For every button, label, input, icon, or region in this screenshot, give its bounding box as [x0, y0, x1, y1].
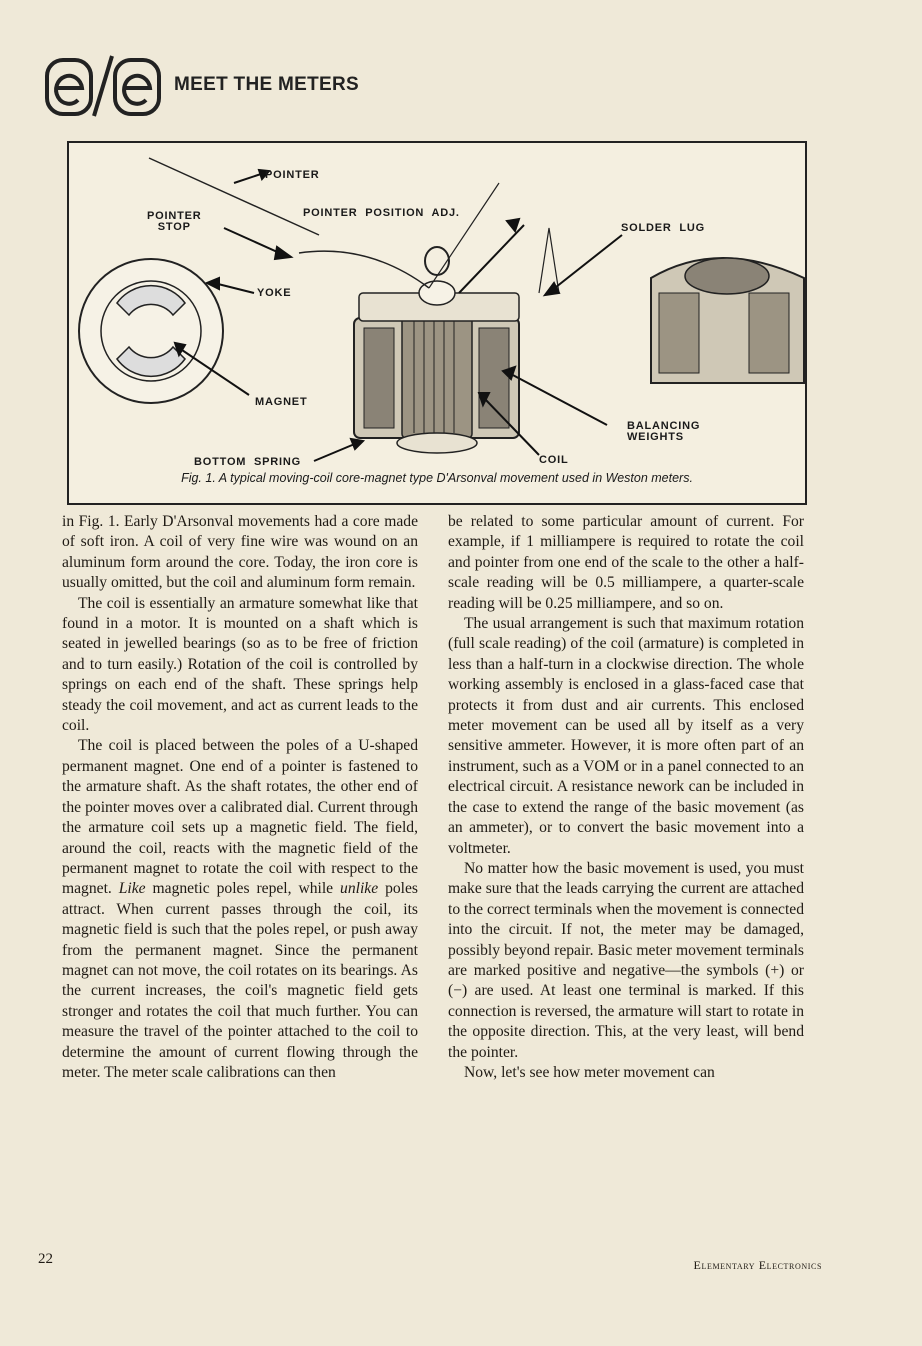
label-pointer-stop: POINTER STOP [147, 210, 202, 233]
page-number: 22 [38, 1251, 53, 1267]
label-solder-lug: SOLDER LUG [621, 222, 705, 234]
paragraph: The coil is placed between the poles of a U-shaped permanent magnet. One end of a pointer is fastened to the armature shaft. As the shaft rotates, the other end of the pointer moves over a calibrated dial. Current through the armature coil sets up a magnetic field. The field, around the coil, reacts with the magnetic field of the permanent magnet to rotate the coil with respect to the magnet. Like magnetic poles repel, while unlike poles attract. When current passes through the coil, its magnetic field is such that the poles repel, or push away from the permanent magnet. Since the permanent magnet can not move, the coil rotates on its bearings. As the current increases, the coil's magnetic field gets stronger and rotates the coil that much further. You can measure the travel of the pointer attached to the coil to determine the amount of current flowing through the meter. The meter scale calibrations can then [62, 737, 418, 1081]
figure-caption: Fig. 1. A typical moving-coil core-magnet type D'Arsonval movement used in Weston meters. [181, 471, 693, 485]
label-yoke: YOKE [257, 287, 292, 299]
magazine-name: Elementary Electronics [693, 1258, 822, 1272]
paragraph: The usual arrangement is such that maximum rotation (full scale reading) of the coil (armature) is completed in less than a half-turn in a clockwise direction. The whole working assembly is enclosed in a glass-faced case that protects it from dust and air currents. This enclosed meter movement can be used all by itself as a very sensitive ammeter. However, it is more often part of an instrument, such as a VOM or in a panel connected to an electrical circuit. A resistance nework can be included in the case to extend the range of the basic movement (as an ammeter), or to convert the basic movement into a voltmeter. [448, 615, 804, 857]
paragraph: No matter how the basic movement is used, you must make sure that the leads carrying the current are attached to the correct terminals when the movement is connected into the circuit. If not, the meter may be damaged, possibly beyond repair. Basic meter movement terminals are marked positive and negative—the symbols (+) or (−) are used. At least one terminal is marked. If this connection is reversed, the armature will start to rotate in the opposite direction. This, at the very least, will bend the pointer. [448, 859, 804, 1061]
left-column [62, 512, 418, 1083]
paragraph: Now, let's see how meter movement can [464, 1063, 715, 1081]
paragraph: The coil is essentially an armature somewhat like that found in a motor. It is mounted on a shaft which is seated in jewelled bearings (so as to be free of friction and to turn easily.) Rotation of the coil is controlled by springs on each end of the shaft. These springs help steady the coil movement, and act as current leads to the coil. [62, 594, 418, 735]
right-column [448, 512, 804, 1083]
label-bottom-spring: BOTTOM SPRING [194, 456, 301, 468]
header-title: MEET THE METERS [174, 74, 360, 95]
label-pointer: POINTER [265, 169, 320, 181]
central-movement-drawing [299, 183, 559, 453]
label-coil: COIL [539, 454, 569, 466]
ee-logo [44, 52, 162, 122]
figure-1 [67, 141, 807, 505]
page-header [44, 52, 360, 122]
magnet-ring-drawing [79, 259, 223, 403]
paragraph: in Fig. 1. Early D'Arsonval movements had a core made of soft iron. A coil of very fine wire was wound on an aluminum form around the core. Today, the iron core is usually omitted, but the coil and aluminum form remain. [62, 513, 418, 592]
label-pointer-position-adj: POINTER POSITION ADJ. [303, 207, 460, 219]
paragraph: be related to some particular amount of current. For example, if 1 milliampere is required to rotate the coil and pointer from one end of the scale to the other a half-scale reading will be 0.5 milliampere, a quarter-scale reading will be 0.25 milliampere, and so on. [448, 513, 804, 612]
coil-form-drawing [651, 258, 804, 383]
label-magnet: MAGNET [255, 396, 308, 408]
label-balancing-weights: BALANCING WEIGHTS [627, 420, 701, 443]
